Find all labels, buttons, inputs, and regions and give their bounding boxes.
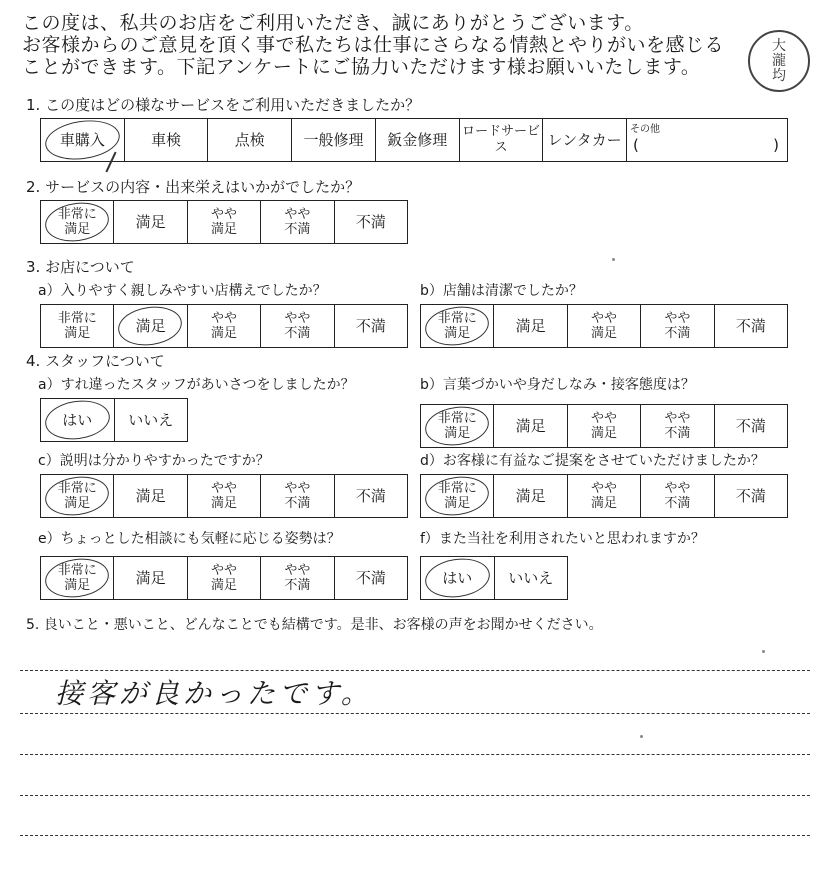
q2-option-somewhat-dissatisfied[interactable]: やや 不満 — [260, 201, 333, 243]
q4d-option-dissatisfied[interactable]: 不満 — [714, 475, 787, 517]
q3a-options — [40, 304, 408, 348]
q4b-option-dissatisfied[interactable]: 不満 — [714, 405, 787, 447]
q4c-option-somewhat-dissatisfied[interactable]: やや 不満 — [260, 475, 333, 517]
seal-char-1: 大 — [772, 37, 786, 54]
q4b-title: b）言葉づかいや身だしなみ・接客態度は？ — [420, 377, 695, 393]
q1-option-other[interactable] — [626, 119, 787, 161]
speck — [762, 650, 765, 653]
q4e-option-somewhat-dissatisfied[interactable]: やや 不満 — [260, 557, 333, 599]
q4b-option-somewhat-satisfied[interactable]: やや 満足 — [567, 405, 640, 447]
q3b-option-very-satisfied[interactable]: 非常に 満足 — [421, 305, 493, 347]
q4e-option-dissatisfied[interactable]: 不満 — [334, 557, 407, 599]
q1-option-rental-car[interactable]: レンタカー — [542, 119, 626, 161]
q4c-option-very-satisfied[interactable]: 非常に 満足 — [41, 475, 113, 517]
intro-line-1: この度は、私共のお店をご利用いただき、誠にありがとうございます。 — [22, 12, 644, 34]
q4d-option-somewhat-dissatisfied[interactable]: やや 不満 — [640, 475, 713, 517]
q4d-title: d）お客様に有益なご提案をさせていただけましたか？ — [420, 453, 765, 469]
q4-title: 4. スタッフについて — [26, 352, 165, 370]
q3a-option-somewhat-dissatisfied[interactable]: やや 不満 — [260, 305, 333, 347]
q3a-option-dissatisfied[interactable]: 不満 — [334, 305, 407, 347]
q1-option-car-purchase[interactable]: 車購入 — [41, 119, 124, 161]
q1-option-check[interactable]: 点検 — [207, 119, 291, 161]
other-paren-close: ) — [773, 136, 780, 154]
other-label: その他 — [630, 124, 661, 135]
answer-line-3 — [20, 754, 810, 755]
q4c-option-dissatisfied[interactable]: 不満 — [334, 475, 407, 517]
q2-option-very-satisfied[interactable]: 非常に 満足 — [41, 201, 113, 243]
q3b-option-dissatisfied[interactable]: 不満 — [714, 305, 787, 347]
q4c-option-somewhat-satisfied[interactable]: やや 満足 — [187, 475, 260, 517]
q4b-option-satisfied[interactable]: 満足 — [493, 405, 566, 447]
q4e-title: e）ちょっとした相談にも気軽に応じる姿勢は？ — [38, 531, 341, 547]
answer-line-1 — [20, 670, 810, 671]
speck — [612, 258, 615, 261]
q3a-title: a）入りやすく親しみやすい店構えでしたか？ — [38, 283, 327, 299]
q4e-option-very-satisfied[interactable]: 非常に 満足 — [41, 557, 113, 599]
q3b-option-satisfied[interactable]: 満足 — [493, 305, 566, 347]
q4d-option-very-satisfied[interactable]: 非常に 満足 — [421, 475, 493, 517]
answer-line-2 — [20, 713, 810, 714]
seal-char-2: 瀧 — [772, 52, 786, 69]
q2-option-somewhat-satisfied[interactable]: やや 満足 — [187, 201, 260, 243]
answer-line-5 — [20, 835, 810, 836]
q4e-option-somewhat-satisfied[interactable]: やや 満足 — [187, 557, 260, 599]
q5-title: 5. 良いこと・悪いこと、どんなことでも結構です。是非、お客様の声をお聞かせください。 — [26, 617, 603, 633]
selection-tick — [105, 152, 116, 173]
q4f-title: f）また当社を利用されたいと思われますか？ — [420, 531, 705, 547]
q4f-option-yes[interactable]: はい — [421, 557, 494, 599]
q4d-option-satisfied[interactable]: 満足 — [493, 475, 566, 517]
q2-option-dissatisfied[interactable]: 不満 — [334, 201, 407, 243]
q4a-options — [40, 398, 188, 442]
q2-options — [40, 200, 408, 244]
q3-title: 3. お店について — [26, 258, 135, 276]
q4b-option-very-satisfied[interactable]: 非常に 満足 — [421, 405, 493, 447]
q4b-option-somewhat-dissatisfied[interactable]: やや 不満 — [640, 405, 713, 447]
q1-option-road-service[interactable]: ロードサービス — [459, 119, 543, 161]
q1-option-inspection[interactable]: 車検 — [124, 119, 208, 161]
q1-option-body-repair[interactable]: 鈑金修理 — [375, 119, 459, 161]
q3a-option-very-satisfied[interactable]: 非常に 満足 — [57, 311, 97, 341]
q4e-option-satisfied[interactable]: 満足 — [113, 557, 186, 599]
q4c-title: c）説明は分かりやすかったですか？ — [38, 453, 270, 469]
q1-title: 1. この度はどの様なサービスをご利用いただきましたか？ — [26, 96, 421, 114]
q4a-option-no[interactable]: いいえ — [114, 399, 188, 441]
q3b-options — [420, 304, 788, 348]
q4d-option-somewhat-satisfied[interactable]: やや 満足 — [567, 475, 640, 517]
q1-option-general-repair[interactable]: 一般修理 — [291, 119, 375, 161]
q4e-options — [40, 556, 408, 600]
q5-answer[interactable]: 接客が良かったです。 — [55, 677, 373, 710]
answer-line-4 — [20, 795, 810, 796]
q3b-option-somewhat-dissatisfied[interactable]: やや 不満 — [640, 305, 713, 347]
q3a-option-satisfied[interactable]: 満足 — [113, 305, 186, 347]
q1-options — [40, 118, 788, 162]
q2-option-satisfied[interactable]: 満足 — [113, 201, 186, 243]
name-seal — [748, 30, 810, 92]
q4a-title: a）すれ違ったスタッフがあいさつをしましたか？ — [38, 377, 355, 393]
other-paren-open: ( — [633, 136, 639, 154]
seal-char-3: 均 — [772, 67, 786, 84]
intro-line-3: ことができます。下記アンケートにご協力いただけます様お願いいたします。 — [22, 56, 701, 78]
intro-text — [22, 12, 724, 78]
q3b-title: b）店舗は清潔でしたか？ — [420, 283, 583, 299]
q3b-option-somewhat-satisfied[interactable]: やや 満足 — [567, 305, 640, 347]
q2-title: 2. サービスの内容・出来栄えはいかがでしたか？ — [26, 178, 361, 196]
q4c-option-satisfied[interactable]: 満足 — [113, 475, 186, 517]
q3a-option-somewhat-satisfied[interactable]: やや 満足 — [187, 305, 260, 347]
q4b-options — [420, 404, 788, 448]
q4f-options — [420, 556, 568, 600]
speck — [640, 735, 643, 738]
q4a-option-yes[interactable]: はい — [41, 399, 114, 441]
q4d-options — [420, 474, 788, 518]
q4c-options — [40, 474, 408, 518]
q4f-option-no[interactable]: いいえ — [494, 557, 568, 599]
intro-line-2: お客様からのご意見を頂く事で私たちは仕事にさらなる情熱とやりがいを感じる — [22, 34, 725, 56]
